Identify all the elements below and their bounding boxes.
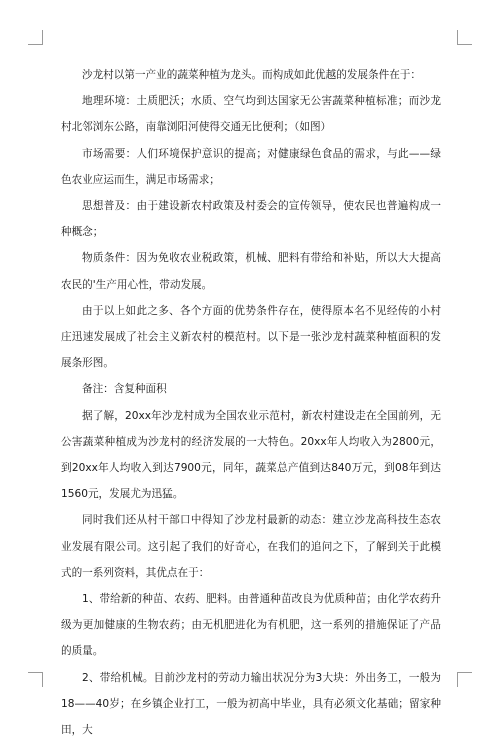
- paragraph-point-2: 2、带给机械。目前沙龙村的劳动力输出状况分为3大块：外出务工，一般为18——40岁；在乡镇企业打工，一般为初高中毕业，具有必须文化基础；留家种田，大: [61, 671, 441, 737]
- crop-mark-bottom-left: [28, 672, 43, 687]
- paragraph-thought: 思想普及：由于建设新农村政策及村委会的宣传领导，使农民也普遍构成一种概念；: [61, 200, 441, 239]
- paragraph-material: 物质条件：因为免收农业税政策，机械、肥料有带给和补贴，所以大大提高农民的'生产用心性，带动发展。: [61, 252, 441, 291]
- paragraph-income: 据了解，20xx年沙龙村成为全国农业示范村，新农村建设走在全国前列，无公害蔬菜种植成为沙龙村的经济发展的一大特色。20xx年人均收入为2800元，到20xx年人均收入到达7900元，同年，蔬菜总产值到达840万元，到08年到达1560元，发展尤为迅猛。: [61, 409, 441, 501]
- crop-mark-top-left: [28, 30, 43, 45]
- paragraph-point-1: 1、带给新的种苗、农药、肥料。由普通种苗改良为优质种苗；由化学农药升级为更加健康的生物农药；由无机肥进化为有机肥，这一系列的措施保证了产品的质量。: [61, 593, 441, 658]
- document-body: [61, 62, 441, 743]
- crop-mark-top-right: [457, 30, 472, 45]
- paragraph-note: 备注：含复种面积: [82, 383, 167, 396]
- paragraph-intro: 沙龙村以第一产业的蔬菜种植为龙头。而构成如此优越的发展条件在于：: [82, 69, 421, 81]
- paragraph-summary: 由于以上如此之多、各个方面的优势条件存在，使得原本名不见经传的小村庄迅速发展成了社会主义新农村的模范村。以下是一张沙龙村蔬菜种植面积的发展条形图。: [61, 304, 441, 370]
- paragraph-market: 市场需要：人们环境保护意识的提高；对健康绿色食品的需求，与此——绿色农业应运而生，满足市场需求；: [61, 147, 441, 186]
- paragraph-geography: 地理环境：土质肥沃；水质、空气均到达国家无公害蔬菜种植标准；而沙龙村北邻浏东公路，南靠浏阳河使得交通无比便利；（如图）: [61, 95, 441, 134]
- paragraph-company: 同时我们还从村干部口中得知了沙龙村最新的动态：建立沙龙高科技生态农业发展有限公司。这引起了我们的好奇心，在我们的追问之下，了解到关于此模式的一系列资料，其优点在于：: [61, 514, 441, 579]
- crop-mark-bottom-right: [457, 672, 472, 687]
